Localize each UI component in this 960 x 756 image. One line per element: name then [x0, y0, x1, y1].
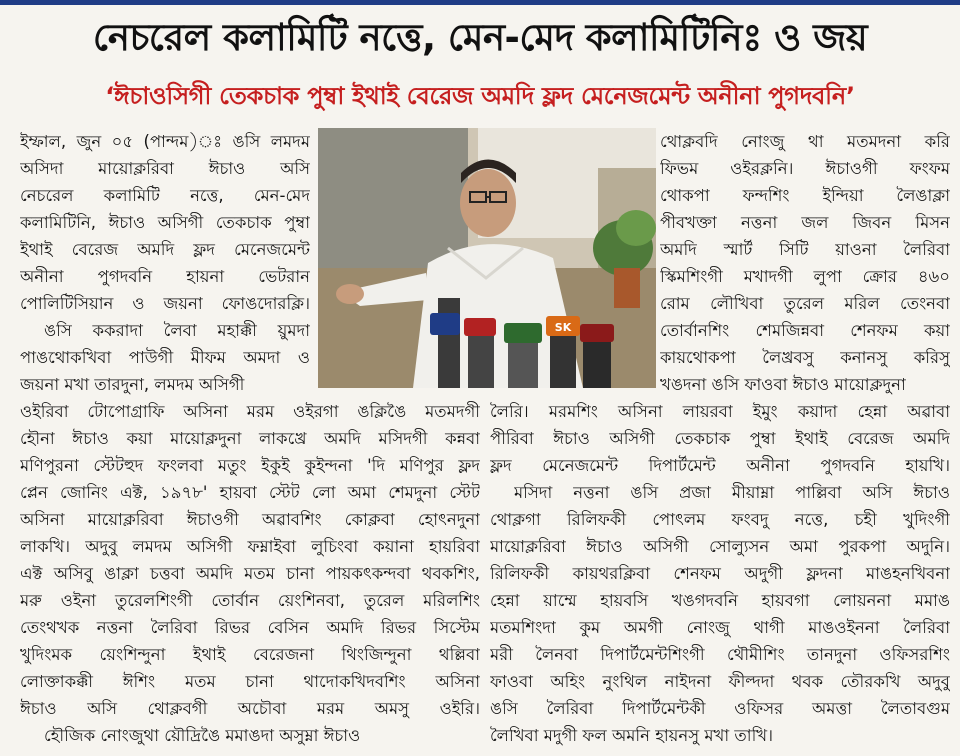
article-line: স্কিমশিংগী মখাদগী লুপা ক্রোর ৪৬০ [660, 267, 950, 286]
subheadline: ‘ঈচাওসিগী তেকচাক পুম্বা ইথাই বেরেজ অমদি ফ্লদ মেনেজমেন্ট অনীনা পুগদবনি’ [105, 82, 855, 110]
article-line: মায়োক্লরিবা ঈচাও অসিগী সোল্যুসন অমা পুরকপা অদুনি। [490, 537, 950, 556]
article-line: পীবখক্তা নত্তনা জল জিবন মিসন [660, 213, 950, 232]
headline: নেচরেল কলামিটি নত্তে, মেন-মেদ কলামিটিনিঃ ও জয় [92, 16, 868, 59]
article-line: রিলিফকী কায়থরক্লিবা শেনফম অদুগী ফ্লদনা মাঙহনখিবনা [490, 564, 950, 583]
article-line: অনীনা পুগদবনি হায়না ভেটরান [20, 267, 310, 286]
article-line: হেন্না য়াম্মে হায়বসি খঙগদবনি হায়বগা লোয়ননা মমাঙ [490, 591, 950, 610]
article-line: জয়না মখা তারদুনা, লমদম অসিগী [20, 375, 245, 394]
article-line: হৌজিক নোংজুথা য়ৌদ্রিঙৈ মমাঙদা অসুম্না ঈচাও [44, 726, 361, 745]
article-line: লৈখিবা মদুগী ফল অমনি হায়নসু মখা তাখি। [490, 726, 774, 745]
article-line: পোলিটিসিয়ান ও জয়না ফোঙদোরক্লি। [20, 294, 310, 313]
article-line: হৌনা ঈচাও কয়া মায়োক্লদুনা লাকখ্রে অমদি মসিদগী কন্নবা [20, 429, 480, 448]
article-line: মণিপুরনা স্টেটহুদ ফংলবা মতুং ইকুই কুইন্দনা 'দি মণিপুর ফ্লদ [20, 456, 480, 475]
article-line: পাঙথোকখিবা পাউগী মীফম অমদা ও [20, 348, 310, 367]
article-line: খঙদনা ঙসি ফাওবা ঈচাও মায়োক্লদুনা [660, 375, 906, 394]
article-line: নেচরেল কলামিটি নত্তে, মেন-মেদ [20, 186, 310, 205]
article-line: থোক্লবদি নোংজু থা মতমদনা করি [660, 132, 950, 151]
news-photo [318, 128, 656, 388]
article-line: তেংথখক নত্তনা লৈরিবা রিভর বেসিন অমদি রিভর সিস্টেম [20, 618, 480, 637]
article-line: ঙসি ককরাদা লৈবা মহাক্কী য়ুমদা [44, 321, 310, 340]
article-line: তোর্বানশিং শেমজিন্নবা শেনফম কয়া [660, 321, 950, 340]
article-line: ঙসি লৈরিবা দিপার্টমেন্টকী ওফিসর অমত্তা লৈতাবগুম [490, 699, 950, 718]
article-line: ইথাই বেরেজ অমদি ফ্লদ মেনেজমেন্ট [20, 240, 310, 259]
article-line: অসিনা মায়োক্লরিবা ঈচাওগী অৱাবশিং কোক্লবা হোৎনদুনা [20, 510, 480, 529]
article-line: মতমশিংদা কুম অমগী নোংজু থাগী মাঙওইননা লৈরিবা [490, 618, 950, 637]
article-line: কায়থোকপা লৈখ্রবসু কনানসু করিসু [660, 348, 950, 367]
top-rule [0, 0, 960, 5]
article-line: মসিদা নত্তনা ঙসি প্রজা মীয়াম্না পাল্লিবা অসি ঈচাও [514, 483, 950, 502]
article-line: পীরিবা ঈচাও অসিগী তেকচাক পুম্বা ইথাই বেরেজ অমদি [490, 429, 950, 448]
article-line: ঈচাও অসি থোক্লবগী অচৌবা মরম অমসু ওইরি। [20, 699, 480, 718]
article-line: ফিভম ওইরক্লনি। ঈচাওগী ফংফম [660, 159, 950, 178]
article-line: মরী লৈনবা দিপার্টমেন্টশিংগী থৌমীশিং তানদুনা ওফিসরশিং [490, 645, 950, 664]
article-line: লোক্তাকক্কী ঈশিং মতম চানা থাদোকখিদবশিং অসিনা [20, 672, 480, 691]
article-line: অমদি স্মার্ট সিটি য়াওনা লৈরিবা [660, 240, 950, 259]
mic-label-sk: SK [554, 321, 572, 334]
article-line: লাকখি। অদুবু লমদম অসিগী ফম্নাইবা লুচিংবা কয়ানা হায়রিবা [20, 537, 480, 556]
article-line: ফাওবা অহিং নুংথিল নাইদনা ফীল্দদা থবক তৌরকখি অদুবু [490, 672, 950, 691]
article-line: অসিদা মায়োক্লরিবা ঈচাও অসি [20, 159, 310, 178]
article-line: থোক্লগা রিলিফকী পোৎলম ফংবদু নত্তে, চহী খুদিংগী [490, 510, 950, 529]
article-line: ওইরিবা টোপোগ্রাফি অসিনা মরম ওইরগা ঙক্লিঙৈ মতমদগী [20, 402, 480, 421]
article-line: এক্ট অসিবু ঙাক্লা চত্তবা অমদি মতম চানা পায়কৎকন্দবা থবকশিং, [20, 564, 480, 583]
article-line: ফ্লদ মেনেজমেন্ট দিপার্টমেন্ট অনীনা পুগদবনি হায়খি। [490, 456, 950, 475]
article-line: থোকপা ফন্দশিং ইন্দিয়া লৈঙাক্লা [660, 186, 950, 205]
article-line: রোম লৌখিবা তুরেল মরিল তেংনবা [660, 294, 950, 313]
article-line: ইম্ফাল, জুন ০৫ (পান্দম)ঃ ঙসি লমদম [20, 132, 310, 151]
article-line: মরু ওইনা তুরেলশিংগী তোর্বান য়েংশিনবা, তুরেল মরিলশিং [20, 591, 480, 610]
article-line: প্লেন জোনিং এক্ট, ১৯৭৮' হায়বা স্টেট লো অমা শেমদুনা স্টেট [20, 483, 480, 502]
article-line: কলামিটিনি, ঈচাও অসিগী তেকচাক পুম্বা [20, 213, 310, 232]
article-line: লৈরি। মরমশিং অসিনা লায়রবা ইমুং কয়াদা হেন্না অৱাবা [490, 402, 950, 421]
article-line: খুদিংমক য়েংশিন্দুনা ইথাই বেরেজনা থিংজিন্দুনা থল্লিবা [20, 645, 480, 664]
